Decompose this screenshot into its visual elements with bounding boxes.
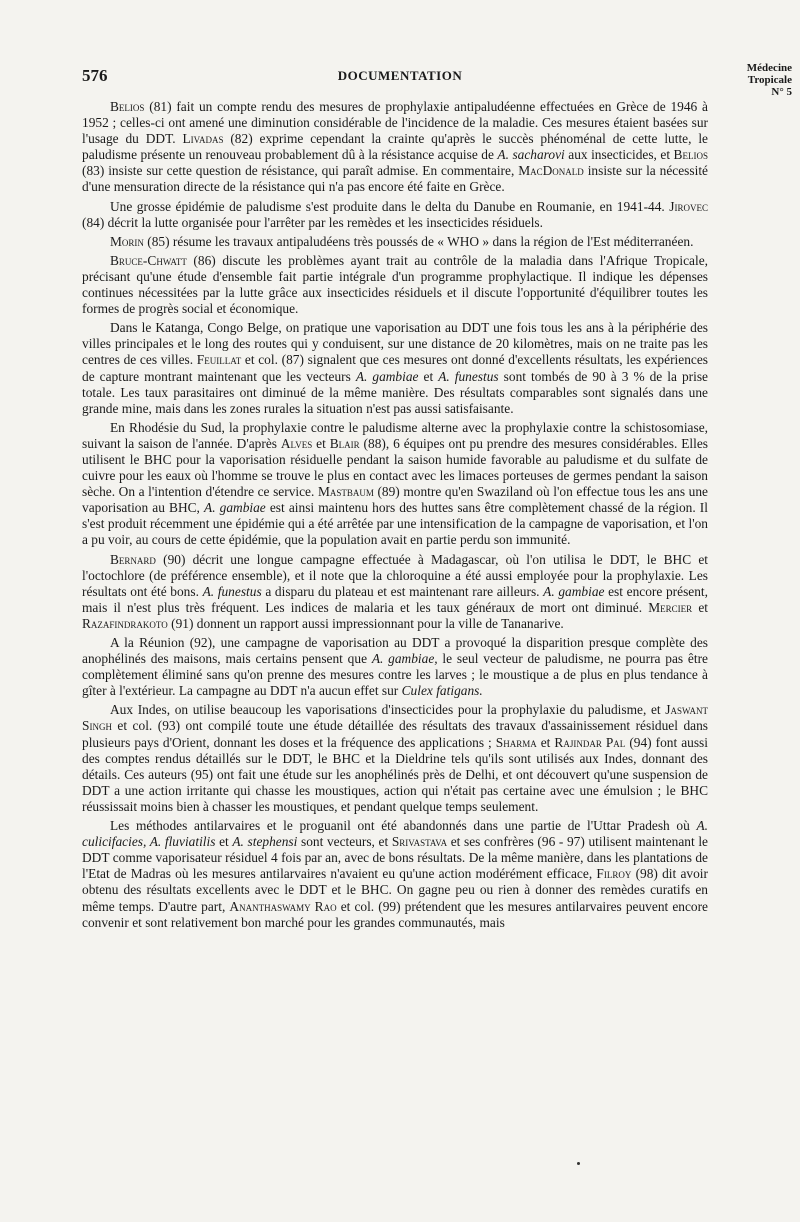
author-name: Srivastava <box>391 834 448 850</box>
text-run: (82) exprime cependant la crainte qu'après le succès phénoménal de cette lutte, le paludisme présente un renouveau probablement dû à la résistance acquise de <box>82 131 708 163</box>
text-run: A la Réunion (92), une campagne de vaporisation au DDT a provoqué la disparition presque complète des anophélinés des maisons, mais certains pensent que <box>82 635 708 667</box>
journal-line-3: N° 5 <box>771 86 792 98</box>
journal-line-1: Médecine <box>746 62 792 74</box>
text-run: (98) dit avoir obtenu des résultats excellents avec le DDT et le BHC. On gagne peu ou rien à donner des remèdes curatifs en même temps. D'autre part, <box>82 866 708 914</box>
author-name: Blair <box>329 435 360 451</box>
species-name: A. stephensi <box>232 834 298 850</box>
text-run: (86) discute les problèmes ayant trait au contrôle de la maladia dans l'Afrique Tropicale, précisant qu'une étude d'ensemble fait partie intégrale d'un programme prophylactique. Il indique les dépenses continues nécessitées par la lutte grâce aux insecticides résiduels et il discute l'opportunité d'équilibrer toutes les formes de progrès social et économique. <box>82 252 708 317</box>
text-run: et <box>312 435 330 451</box>
text-run: et <box>418 368 439 384</box>
paragraph <box>82 420 708 549</box>
text-run: sont vecteurs, et <box>297 834 392 850</box>
text-run: aux insecticides, et <box>564 147 674 163</box>
author-name: Alves <box>280 435 313 451</box>
author-name: Bernard <box>110 551 156 567</box>
text-run: Dans le Katanga, Congo Belge, on pratique une vaporisation au DDT une fois tous les ans à la périphérie des villes principales et le long des routes qui y conduisent, sur une distance de 20 kilomètres, mais on ne traite pas les centres de ces villes. <box>82 320 708 368</box>
text-run: Aux Indes, on utilise beaucoup les vaporisations d'insecticides pour la prophylaxie du paludisme, et <box>110 702 666 718</box>
author-name: Jirovec <box>669 198 708 214</box>
print-speck <box>577 1162 580 1165</box>
paragraph <box>82 199 708 231</box>
species-name: A. culicifacies, A. fluviatilis <box>82 818 708 850</box>
text-run: (94) font aussi des comptes rendus détaillés sur le DDT, le BHC et la Dieldrine tels qu'ils sont utilisés aux Indes, donnant des détails. Ces auteurs (95) ont fait une étude sur les anophélinés près de Delhi, et ont découvert qu'une suspension de DDT a une action irritante qui chasse les moustiques, action qui n'était pas certaine avec une émulsion ; le BHC réussissait moins bien à chasser les moustiques, et pendant quelque temps seulement. <box>82 734 708 814</box>
article-body <box>82 99 708 934</box>
text-run: (89) montre qu'en Swaziland où l'on effectue tous les ans une vaporisation au BHC, <box>82 484 708 516</box>
author-name: Sharma <box>495 734 537 750</box>
author-name: Jaswant Singh <box>82 702 708 734</box>
species-name: A. funestus <box>438 368 499 384</box>
species-name: A. funestus <box>202 583 262 599</box>
author-name: Razafindrakoto <box>82 615 168 631</box>
paragraph <box>82 818 708 931</box>
running-title: DOCUMENTATION <box>337 68 463 83</box>
text-run: (91) donnent un rapport aussi impressionnant pour la ville de Tananarive. <box>167 615 564 631</box>
author-name: Mercier <box>648 599 693 615</box>
text-run: et ses confrères (96 - 97) utilisent maintenant le DDT comme vaporisateur résiduel 4 fois par an, avec de bons résultats. De la même manière, dans les plantations de l'Etat de Madras où les mesures antilarvaires n'avaient eu qu'une action modérément efficace, <box>82 834 709 882</box>
text-run: le seul vecteur de paludisme, ne pourra pas être complètement éliminé sans qu'on prenne des mesures contre les larves ; le moustique a de plus en plus tendance à gîter à l'extérieur. La campagne au DDT n'a aucun effet sur <box>82 651 708 699</box>
text-run: Les méthodes antilarvaires et le proguanil ont été abandonnés dans une partie de l'Uttar Pradesh où <box>110 818 697 834</box>
author-name: Rajindar Pal <box>554 734 626 750</box>
text-run: (85) résume les travaux antipaludéens très poussés de « WHO » dans la région de l'Est méditerranéen. <box>143 233 694 249</box>
journal-line-2: Tropicale <box>747 74 792 86</box>
author-name: Livadas <box>182 131 224 147</box>
text-run: a disparu du plateau et est maintenant rare ailleurs. <box>261 583 544 599</box>
author-name: MacDonald <box>518 163 584 179</box>
author-name: Bruce-Chwatt <box>110 252 187 268</box>
text-run: En Rhodésie du Sud, la prophylaxie contre le paludisme alterne avec la prophylaxie contre la schistosomiase, suivant la saison de l'année. D'après <box>82 419 708 451</box>
paragraph <box>82 635 708 699</box>
text-run: et <box>215 834 233 850</box>
paragraph <box>82 99 708 196</box>
paragraph <box>82 253 708 317</box>
species-name: A. gambiae <box>355 368 419 384</box>
text-run: est encore présent, mais il n'est plus très fréquent. Les indices de malaria et les taux généraux de mort ont diminué. <box>82 583 708 615</box>
author-name: Filroy <box>596 866 632 882</box>
author-name: Morin <box>110 233 144 249</box>
paragraph <box>82 552 708 632</box>
text-run: Une grosse épidémie de paludisme s'est produite dans le delta du Danube en Roumanie, en 1941-44. <box>110 198 670 214</box>
paragraph <box>82 320 708 417</box>
species-name: A. sacharovi <box>497 147 565 163</box>
text-run: est ainsi maintenu hors des huttes sans être complètement chassé de la région. Il s'est produit récemment une épidémie qui a été arrêtée par une intensification de la campagne de vaporisation, et l'on a pu voir, au cours de cette épidémie, que la population avait en partie perdu son immunité. <box>82 500 708 548</box>
species-name: A. gambiae <box>204 500 266 516</box>
text-run: (88), 6 équipes ont pu prendre des mesures considérables. Elles utilisent le BHC pour la vaporisation résiduelle pendant la saison humide favorable au paludisme et du sulfate de cuivre pour les eaux où l'homme se trouve le plus en contact avec les limaces porteuses de germes pendant la saison sèche. On a l'intention d'étendre ce service. <box>82 435 709 500</box>
species-name: A. gambiae, <box>371 651 438 667</box>
journal-name <box>747 62 792 98</box>
paragraph <box>82 234 708 250</box>
text-run: et col. (99) prétendent que les mesures antilarvaires peuvent encore convenir et sont relativement bon marché pour les grandes communautés, mais <box>82 898 709 930</box>
text-run: et col. (93) ont compilé toute une étude détaillée des résultats des travaux d'assainissement résiduel dans plusieurs pays d'Orient, donnant les doses et la fréquence des applications ; <box>82 718 708 750</box>
author-name: Belios <box>673 147 708 163</box>
paragraph <box>82 702 708 815</box>
page-number: 576 <box>82 66 108 85</box>
species-name: A. gambiae <box>543 583 605 599</box>
author-name: Feuillat <box>196 352 242 368</box>
author-name: Belios <box>110 99 145 114</box>
text-run: (84) décrit la lutte organisée pour l'arrêter par les remèdes et les insecticides résiduels. <box>82 214 543 230</box>
author-name: Mastbaum <box>317 484 374 500</box>
text-run: sont tombés de 90 à 3 % de la prise totale. Les taux parasitaires ont diminué de la même manière. Des résultats comparables sont signalés dans une grande mine, mais dans les zones rurales la situation n'est pas aussi satisfaisante. <box>82 368 708 416</box>
author-name: Ananthaswamy Rao <box>229 898 337 914</box>
text-run: et <box>536 734 555 750</box>
text-run: et col. (87) signalent que ces mesures ont donné d'excellents résultats, les expériences de capture montrant maintenant que les vecteurs <box>82 352 708 384</box>
text-run: (83) insiste sur cette question de résistance, qui paraît admise. En commentaire, <box>82 163 519 179</box>
text-run: (81) fait un compte rendu des mesures de prophylaxie antipaludéenne effectuées en Grèce de 1946 à 1952 ; celles-ci ont amené une diminution considérable de l'incidence de la maladie. Ces mesures étaient basées sur l'usage du DDT. <box>82 99 708 147</box>
species-name: Culex fatigans. <box>401 683 483 699</box>
text-run: (90) décrit une longue campagne effectuée à Madagascar, où l'on utilisa le DDT, le BHC et l'octochlore (de préférence ensemble), et il note que la chloroquine a été aussi employée pour la prophylaxie. Les résultats ont été bons. <box>82 551 708 599</box>
text-run: et <box>692 599 708 615</box>
text-run: insiste sur la nécessité d'une mensuration directe de la résistance qui n'a pas encore été faite en Grèce. <box>82 163 708 195</box>
